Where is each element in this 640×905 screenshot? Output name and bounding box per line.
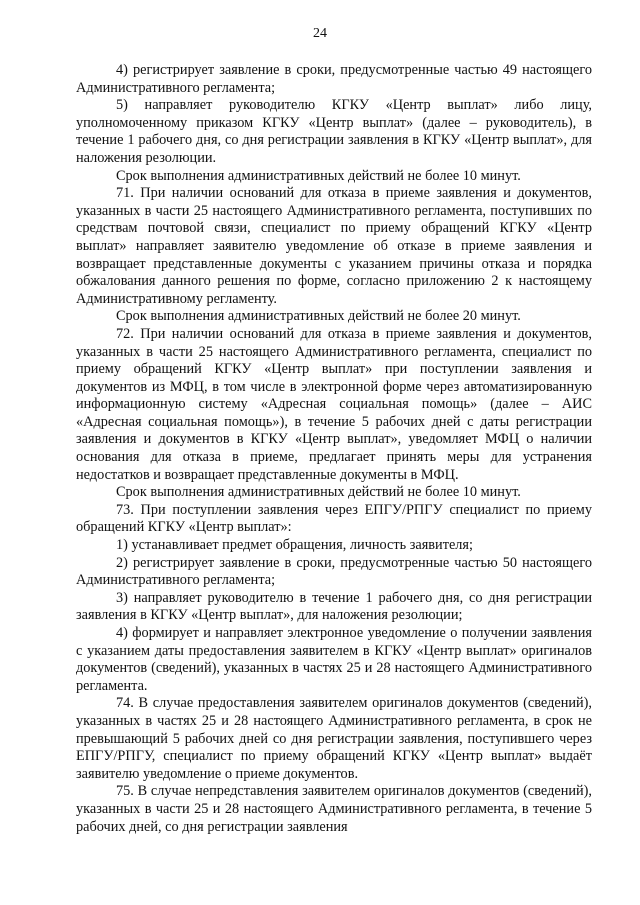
paragraph: 75. В случае непредставления заявителем оригиналов документов (сведений), указанных в части 25 и 28 настоящего Административного регламента, в течение 5 рабочих дней, со дня регистрации заявления	[76, 783, 592, 835]
paragraph: 4) регистрирует заявление в сроки, предусмотренные частью 49 настоящего Административного регламента;	[76, 62, 592, 96]
paragraph: Срок выполнения административных действий не более 20 минут.	[116, 308, 521, 325]
paragraph: 3) направляет руководителю в течение 1 рабочего дня, со дня регистрации заявления в КГКУ «Центр выплат», для наложения резолюции;	[76, 589, 592, 624]
paragraph: 5) направляет руководителю КГКУ «Центр выплат» либо лицу, уполномоченному приказом КГКУ «Центр выплат» (далее – руководитель), в течение 1 рабочего дня, со дня регистрации заявления в КГКУ «Центр выплат», для наложения резолюции.	[76, 97, 592, 166]
paragraph: Срок выполнения административных действий не более 10 минут.	[116, 484, 521, 501]
paragraph: 71. При наличии оснований для отказа в приеме заявления и документов, указанных в части 25 настоящего Административного регламента, поступивших по средствам почтовой связи, специалист по приему обращений КГКУ «Центр выплат» направляет заявителю уведомление об отказе в приеме заявления и возвращает представленные документы с указанием причины отказа и порядка обжалования данного решения по форме, согласно приложению 2 к настоящему Административному регламенту.	[76, 185, 592, 307]
paragraph: 74. В случае предоставления заявителем оригиналов документов (сведений), указанных в частях 25 и 28 настоящего Административного регламента, в срок не превышающий 5 рабочих дней со дня регистрации заявления, поступившего через ЕПГУ/РПГУ, специалист по приему обращений КГКУ «Центр выплат» выдаёт заявителю уведомление о приеме документов.	[76, 695, 592, 782]
paragraph: 1) устанавливает предмет обращения, личность заявителя;	[116, 537, 473, 554]
paragraph: 72. При наличии оснований для отказа в приеме заявления и документов, указанных в части 25 настоящего Административного регламента, специалист по приему обращений КГКУ «Центр выплат» при поступлении заявления и документов из МФЦ, в том числе в электронной форме через автоматизированную информационную систему «Адресная социальная помощь» (далее – АИС «Адресная социальная помощь»), в течение 5 рабочих дней с даты регистрации заявления и документов в КГКУ «Центр выплат», уведомляет МФЦ о наличии основания для отказа в приеме, предлагает принять меры для устранения недостатков и возвращает представленные документы в МФЦ.	[76, 325, 592, 483]
document-body	[76, 62, 592, 836]
paragraph: 2) регистрирует заявление в сроки, предусмотренные частью 50 настоящего Административного регламента;	[76, 554, 592, 589]
paragraph: 4) формирует и направляет электронное уведомление о получении заявления с указанием даты предоставления заявителем в КГКУ «Центр выплат» оригиналов документов (сведений), указанных в частях 25 и 28 настоящего Административного регламента.	[76, 625, 592, 694]
paragraph: 73. При поступлении заявления через ЕПГУ/РПГУ специалист по приему обращений КГКУ «Центр выплат»:	[76, 501, 592, 536]
page-number: 24	[313, 26, 327, 41]
paragraph: Срок выполнения административных действий не более 10 минут.	[116, 167, 521, 184]
